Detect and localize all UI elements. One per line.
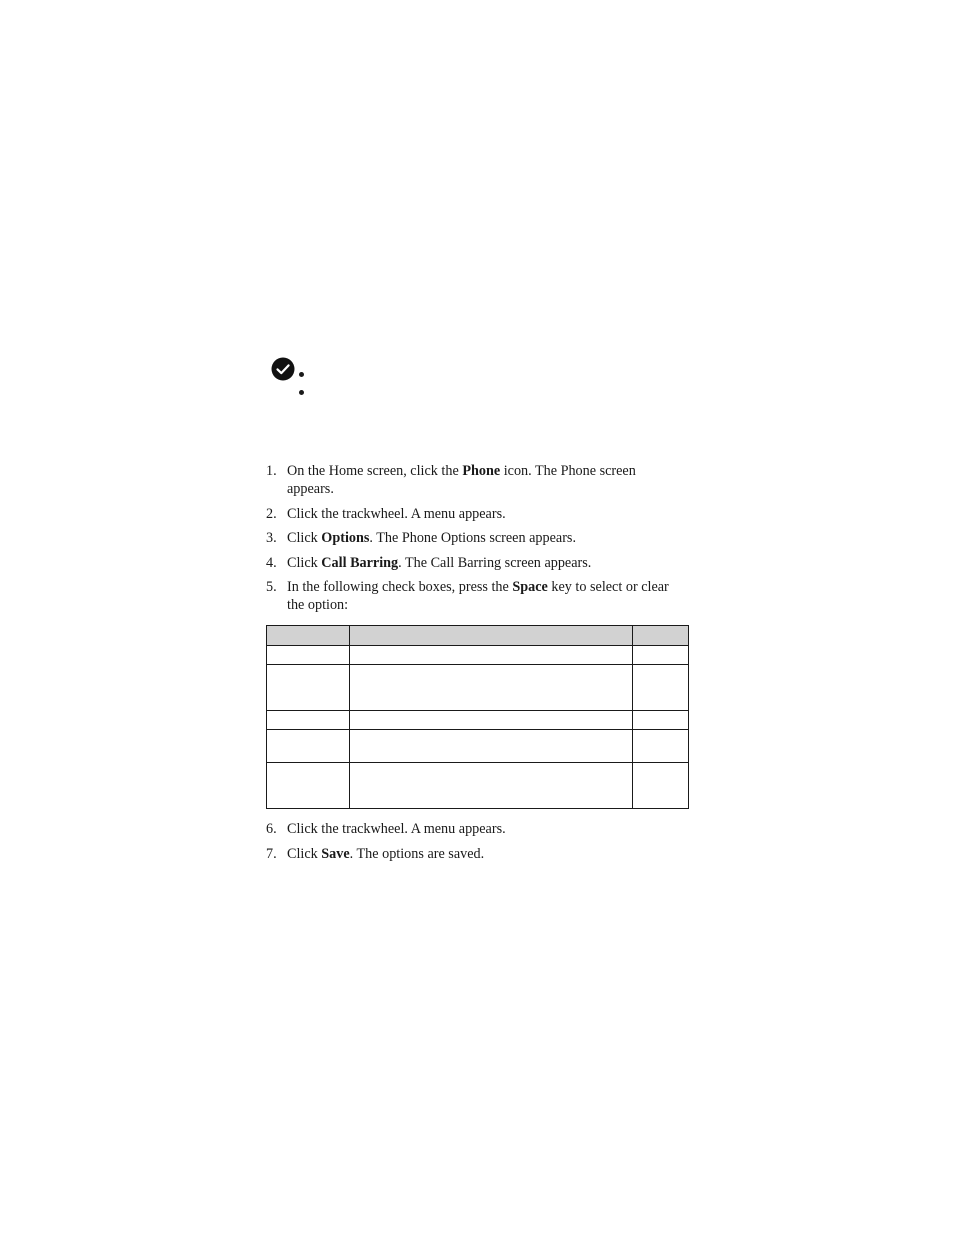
procedure-step (266, 845, 686, 863)
step-number: 4. (266, 554, 277, 571)
step-text-before: Click (287, 845, 322, 862)
procedure-steps-part-1 (266, 462, 686, 621)
procedure-step (266, 529, 686, 547)
table-row (267, 665, 689, 711)
step-text-before: In the following check boxes, press the (287, 579, 513, 595)
step-ui-term: Save (321, 845, 350, 862)
table-row (267, 646, 689, 665)
checkmark-circle-icon (271, 357, 295, 381)
step-text-before: Click (287, 554, 322, 571)
table-row (267, 730, 689, 763)
table-cell (632, 646, 688, 665)
table-cell (632, 730, 688, 763)
step-text-before: Click the trackwheel. A menu appears. (287, 821, 506, 837)
step-text-after: icon. The Phone screen appears. (287, 463, 636, 497)
table-cell (267, 665, 350, 711)
table-cell (267, 763, 350, 809)
table-cell (632, 665, 688, 711)
call-barring-options-table (266, 625, 689, 809)
procedure-step (266, 578, 686, 614)
procedure-step (266, 462, 686, 498)
step-text-before: Click the trackwheel. A menu appears. (287, 505, 506, 522)
table-cell (349, 730, 632, 763)
table-header-cell (349, 626, 632, 646)
table-cell (632, 711, 688, 730)
step-ui-term: Space (512, 579, 548, 595)
step-text-after: . The Phone Options screen appears. (369, 530, 576, 546)
procedure-steps-part-2 (266, 820, 686, 869)
bullet-dot (299, 390, 304, 395)
step-number: 3. (266, 530, 277, 546)
table-cell (349, 665, 632, 711)
procedure-step (266, 505, 686, 523)
table-row (267, 711, 689, 730)
table-header-cell (267, 626, 350, 646)
table-row (267, 763, 689, 809)
table-cell (632, 763, 688, 809)
step-text-before: Click (287, 530, 322, 546)
table-cell (349, 711, 632, 730)
procedure-step (266, 554, 686, 572)
bullet-dot (299, 372, 304, 377)
step-text-after: . The Call Barring screen appears. (398, 554, 592, 571)
table-cell (349, 763, 632, 809)
table-cell (267, 646, 350, 665)
procedure-step (266, 820, 686, 838)
table-cell (267, 730, 350, 763)
table-header-cell (632, 626, 688, 646)
step-text-before: On the Home screen, click the (287, 463, 463, 479)
step-number: 6. (266, 821, 277, 837)
step-number: 1. (266, 463, 277, 479)
step-ui-term: Phone (462, 463, 501, 479)
table-cell (349, 646, 632, 665)
step-text-after: key to select or clear the option: (287, 579, 669, 613)
table-cell (267, 711, 350, 730)
step-number: 5. (266, 579, 277, 595)
step-ui-term: Call Barring (321, 554, 399, 571)
step-text-after: . The options are saved. (349, 845, 485, 862)
step-number: 7. (266, 845, 277, 862)
step-number: 2. (266, 505, 277, 522)
step-ui-term: Options (321, 530, 370, 546)
table-header-row (267, 626, 689, 646)
